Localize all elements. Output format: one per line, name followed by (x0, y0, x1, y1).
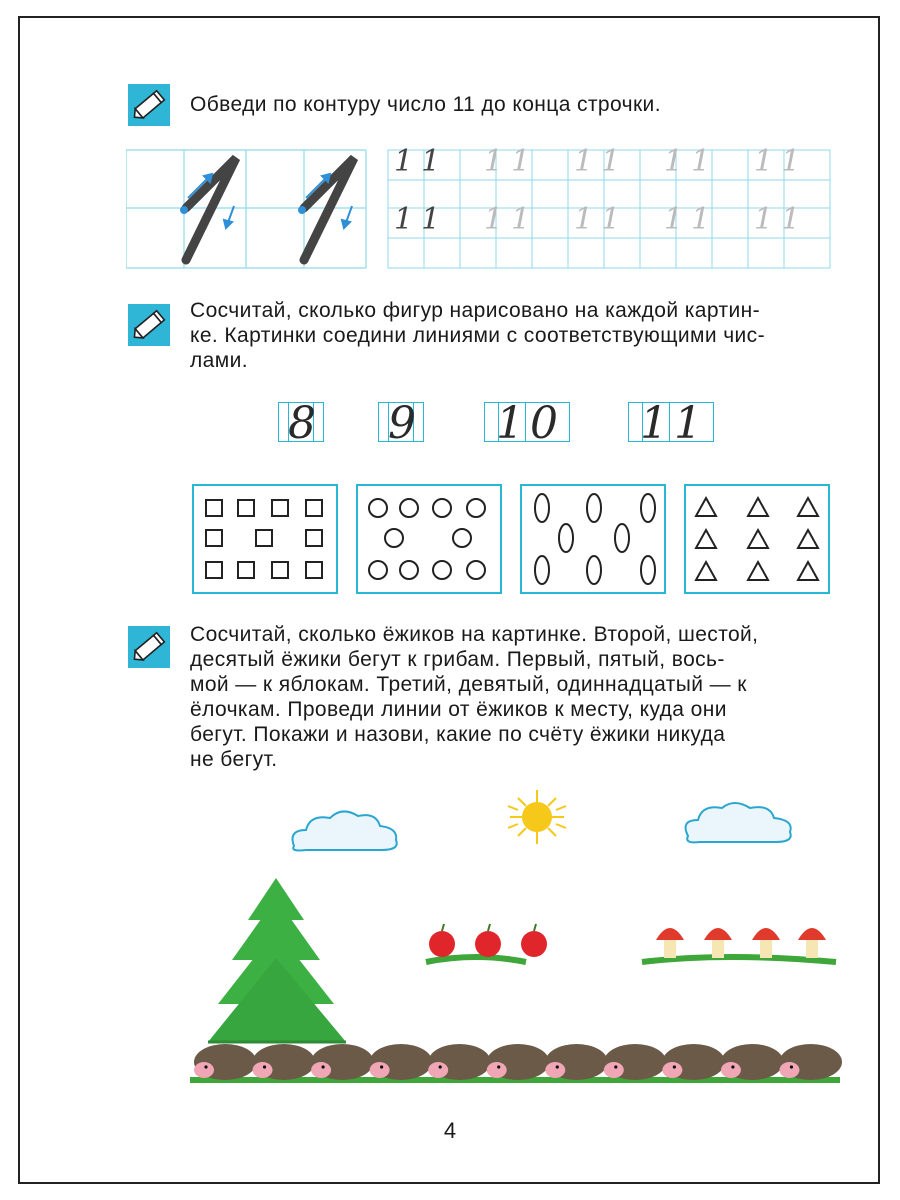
task-2-text (190, 298, 830, 373)
mushroom-icon (752, 928, 780, 958)
pencil-icon (128, 84, 170, 126)
cloud-icon (293, 811, 397, 850)
task-3-line: бегут. Покажи и назови, какие по счёту ёжики никуда (190, 723, 726, 746)
task-3-text (190, 622, 830, 772)
tracing-dotted: 11 (754, 202, 809, 237)
task-3-line: Сосчитай, сколько ёжиков на картинке. Второй, шестой, (190, 623, 759, 646)
fir-tree-icon (208, 878, 346, 1042)
number-box-8[interactable] (278, 398, 324, 449)
mushroom-icon (798, 928, 826, 958)
sun-icon (508, 790, 566, 844)
hedgehog-icon (194, 1044, 257, 1080)
pencil-icon (128, 626, 170, 668)
tracing-sample: 11 (394, 144, 449, 179)
pencil-icon (128, 304, 170, 346)
number-box-11[interactable] (628, 398, 714, 449)
task-3-line: не бегут. (190, 748, 278, 771)
hedgehog-icon (545, 1044, 608, 1080)
shape-card-ellipses[interactable] (520, 484, 666, 594)
tracing-row-2 (394, 202, 834, 242)
mushrooms-group (642, 928, 836, 962)
task-1-line: Обведи по контуру число 11 до конца строчки. (190, 93, 661, 116)
number-label: 11 (640, 398, 708, 449)
task-3-line: ёлочкам. Проведи линии от ёжиков к месту, куда они (190, 698, 727, 721)
task-2-line: Сосчитай, сколько фигур нарисовано на каждой картин- (190, 299, 761, 322)
apple-icon (475, 931, 501, 957)
number-box-9[interactable] (378, 398, 424, 449)
tracing-dotted: 11 (664, 202, 719, 237)
page-number: 4 (443, 1118, 457, 1143)
hedgehog-icon (311, 1044, 374, 1080)
shape-card-circles[interactable] (356, 484, 502, 594)
number-label: 8 (288, 398, 322, 449)
hedgehog-icon (487, 1044, 550, 1080)
tracing-dotted: 11 (754, 144, 809, 179)
tracing-sample: 11 (394, 202, 449, 237)
tracing-dotted: 11 (484, 202, 539, 237)
number-label: 9 (388, 398, 422, 449)
tracing-dotted: 11 (664, 144, 719, 179)
hedgehog-icon (428, 1044, 491, 1080)
apple-icon (521, 931, 547, 957)
task-2-line: лами. (190, 349, 248, 372)
hedgehog-icon (721, 1044, 784, 1080)
cloud-icon (686, 803, 791, 842)
tracing-dotted: 11 (574, 144, 629, 179)
hedgehog-icon (253, 1044, 316, 1080)
hedgehog-icon (779, 1044, 842, 1080)
task-1-text (190, 92, 830, 117)
mushroom-icon (704, 928, 732, 958)
tracing-row-1 (394, 144, 834, 184)
shape-card-squares[interactable] (192, 484, 338, 594)
task-3-line: мой — к яблокам. Третий, девятый, одиннадцатый — к (190, 673, 747, 696)
apple-icon (429, 931, 455, 957)
apples-group (426, 924, 547, 962)
task-3-line: десятый ёжики бегут к грибам. Первый, пятый, вось- (190, 648, 725, 671)
hedgehog-scene (186, 780, 846, 1100)
hedgehog-icon (604, 1044, 667, 1080)
number-box-10[interactable] (484, 398, 570, 449)
hedgehog-icon (370, 1044, 433, 1080)
tracing-dotted: 11 (484, 144, 539, 179)
tracing-dotted: 11 (574, 202, 629, 237)
shape-card-triangles[interactable] (684, 484, 830, 594)
task-2-line: ке. Картинки соедини линиями с соответствующими чис- (190, 324, 765, 347)
number-label: 10 (496, 398, 564, 449)
hedgehog-icon (662, 1044, 725, 1080)
mushroom-icon (656, 928, 684, 958)
